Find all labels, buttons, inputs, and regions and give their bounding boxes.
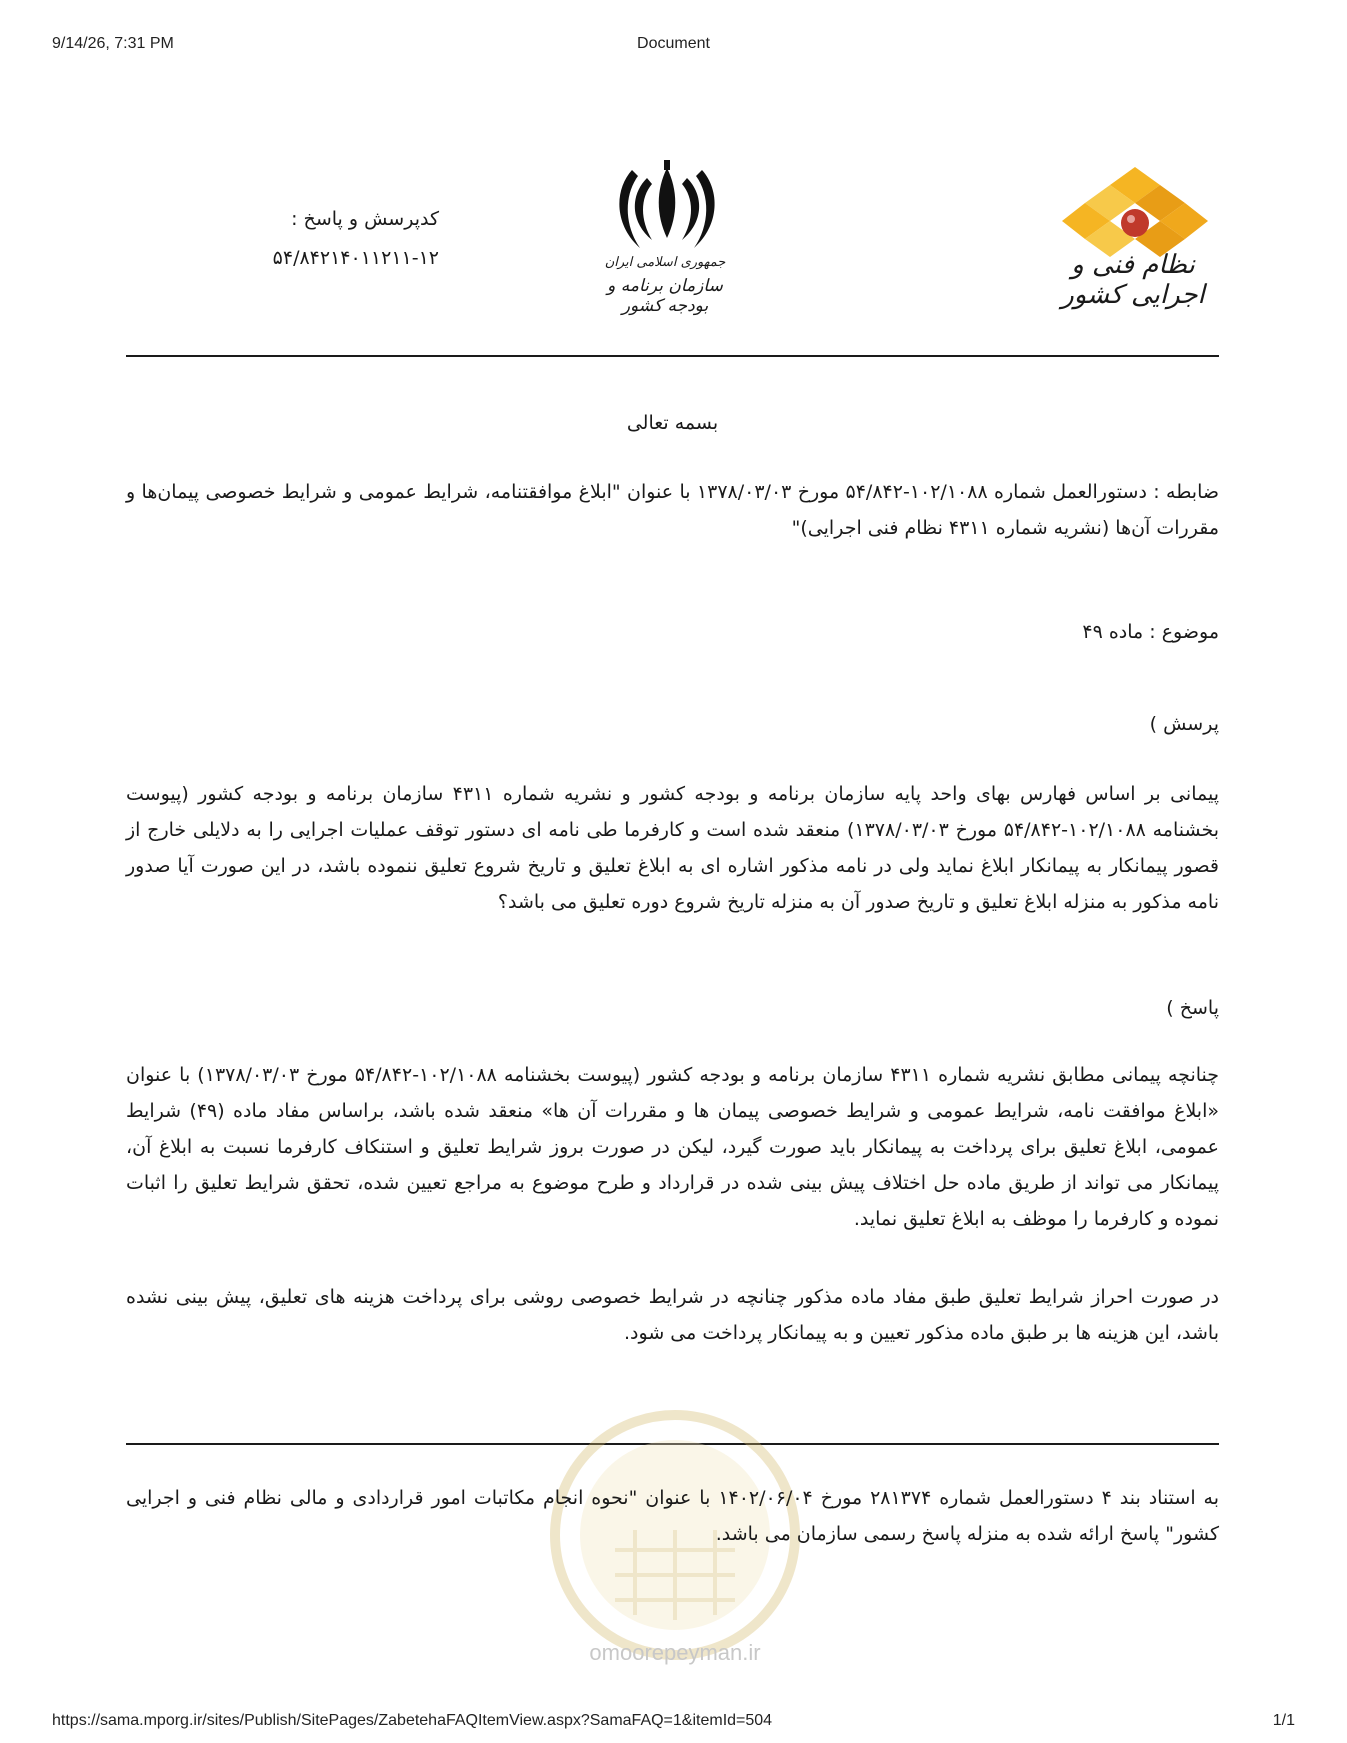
emblem-caption-line1: جمهوری اسلامی ایران: [604, 255, 726, 270]
print-url[interactable]: https://sama.mporg.ir/sites/Publish/SitePages/ZabetehaFAQItemView.aspx?SamaFAQ=1&itemId=504: [52, 1712, 773, 1729]
answer-paragraph-2: در صورت احراز شرایط تعلیق طبق مفاد ماده مذکور چنانچه در شرایط خصوصی روشی برای پرداخت هزینه های تعلیق، پیش بینی نشده باشد، این هزینه ها بر طبق ماده مذکور تعیین و به پیمانکار پرداخت می شود.: [126, 1286, 1219, 1344]
print-title: Document: [637, 35, 710, 52]
iran-emblem-icon: [612, 160, 722, 255]
watermark-text: omoorepeyman.ir: [589, 1640, 761, 1665]
answer-paragraph-1: چنانچه پیمانی مطابق نشریه شماره ۴۳۱۱ سازمان برنامه و بودجه کشور (پیوست بخشنامه ۱۰۲/۱۰۸۸-۵۴/۸۴۲ مورخ ۱۳۷۸/۰۳/۰۳) با عنوان «ابلاغ موافقت نامه، شرایط عمومی و شرایط خصوصی پیمان ها و مقررات آن ها» منعقد شده باشد، براساس مفاد ماده (۴۹) شرایط عمومی، ابلاغ تعلیق برای پرداخت به پیمانکار باید صورت گیرد، لیکن در صورت بروز شرایط تعلیق و استنکاف کارفرما نسبت به ابلاغ آن، پیمانکار می تواند از طریق ماده حل اختلاف پیش بینی شده در قرارداد و طرح موضوع به مراجع تعیین شده، تحقق شرایط تعلیق را اثبات نموده و کارفرما را موظف به ابلاغ تعلیق نماید.: [126, 1064, 1219, 1230]
page-number: 1/1: [1272, 1712, 1295, 1729]
subject-line: موضوع : ماده ۴۹: [1082, 621, 1219, 643]
question-text: پیمانی بر اساس فهارس بهای واحد پایه سازمان برنامه و بودجه کشور و نشریه شماره ۴۳۱۱ سازمان برنامه و بودجه کشور (پیوست بخشنامه ۱۰۲/۱۰۸۸-۵۴/۸۴۲ مورخ ۱۳۷۸/۰۳/۰۳) منعقد شده است و کارفرما طی نامه ای دستور توقف عملیات اجرایی را به دلایلی خارج از قصور پیمانکار به پیمانکار ابلاغ نماید ولی در نامه مذکور اشاره ای به ابلاغ تعلیق و تاریخ شروع تعلیق ننموده باشد، در این صورت آیا صدور نامه مذکور به منزله ابلاغ تعلیق و تاریخ صدور آن به منزله تاریخ شروع دوره تعلیق می باشد؟: [126, 783, 1219, 913]
footer-note: به استناد بند ۴ دستورالعمل شماره ۲۸۱۳۷۴ مورخ ۱۴۰۲/۰۶/۰۴ با عنوان "نحوه انجام مکاتبات امور قراردادی و مالی نظام فنی و اجرایی کشور" پاسخ ارائه شده به منزله پاسخ رسمی سازمان می باشد.: [126, 1487, 1220, 1545]
print-footer: [0, 1712, 1347, 1734]
print-datetime: 9/14/26, 7:31 PM: [52, 35, 174, 52]
answer-label: پاسخ ): [1166, 997, 1219, 1019]
document-heading: بسمه تعالی: [626, 412, 719, 434]
qa-code-value: ۵۴/۸۴۲۱۴۰۱۱۲۱۱-۱۲: [272, 247, 439, 269]
qa-code-label: کدپرسش و پاسخ :: [291, 208, 439, 230]
regulation-reference: ضابطه : دستورالعمل شماره ۱۰۲/۱۰۸۸-۵۴/۸۴۲ مورخ ۱۳۷۸/۰۳/۰۳ با عنوان "ابلاغ موافقتنامه، شرایط عمومی و شرایط خصوصی پیمان‌ها و مقررات آن‌ها (نشریه شماره ۴۳۱۱ نظام فنی اجرایی)": [126, 481, 1220, 539]
question-label: پرسش ): [1149, 713, 1219, 735]
technical-system-logo-text: نظام فنی و اجرایی کشور: [1061, 250, 1205, 310]
header-divider: [126, 355, 1219, 357]
print-header: [0, 35, 1347, 57]
emblem-caption-line2: سازمان برنامه و بودجه کشور: [607, 276, 723, 316]
